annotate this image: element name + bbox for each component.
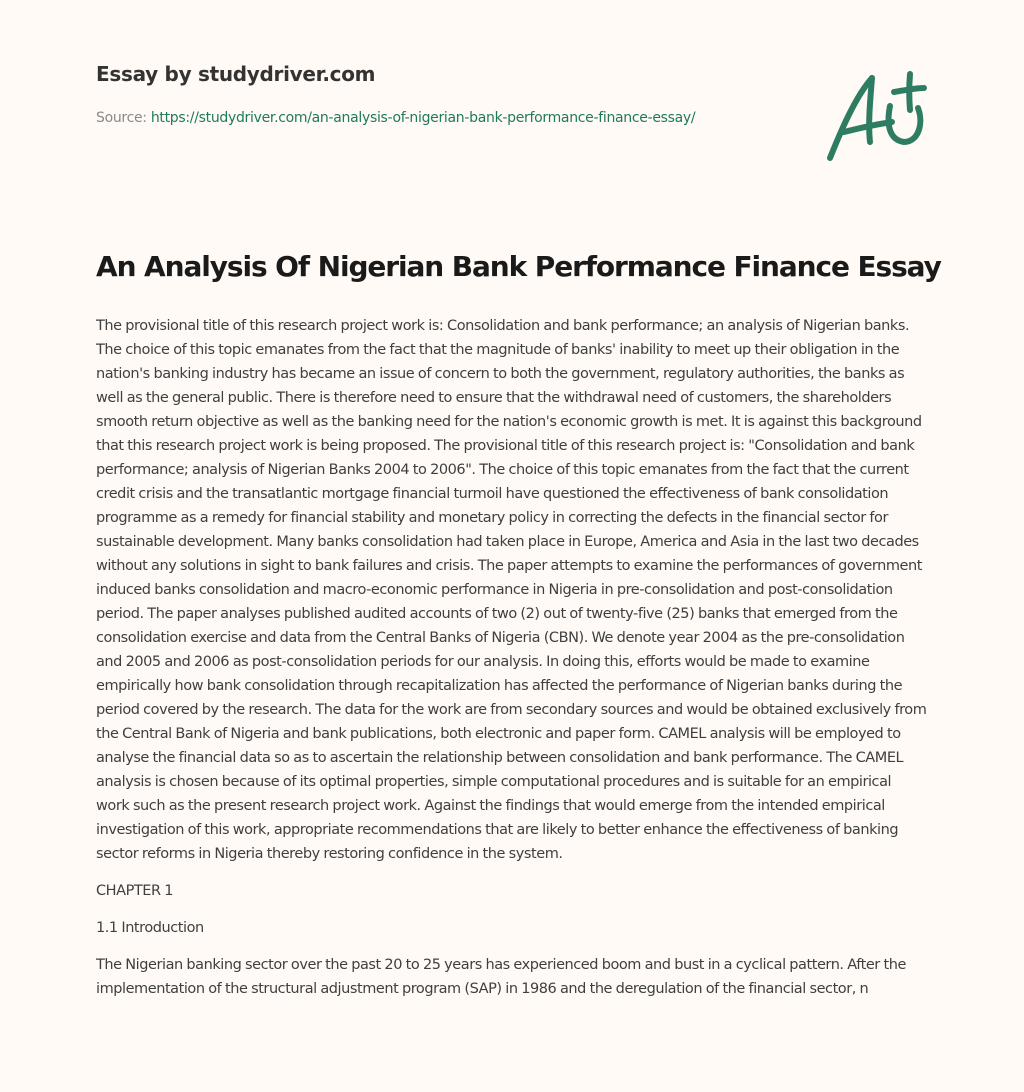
essay-body: [96, 314, 928, 1014]
source-label: Source:: [96, 110, 151, 126]
a-plus-grade-icon: [820, 66, 930, 166]
paragraph-abstract: The provisional title of this research project work is: Consolidation and bank performance; an analysis of Nigerian banks. The choice of this topic emanates from the fact that the magnitude of banks' inability to meet up their obligation in the nation's banking industry has became an issue of concern to both the government, regulatory authorities, the banks as well as the general public. There is therefore need to ensure that the withdrawal need of customers, the shareholders smooth return objective as well as the banking need for the nation's economic growth is met. It is against this background that this research project work is being proposed. The provisional title of this research project is: "Consolidation and bank performance; analysis of Nigerian Banks 2004 to 2006". The choice of this topic emanates from the fact that the current credit crisis and the transatlantic mortgage financial turmoil have questioned the effectiveness of bank consolidation programme as a remedy for financial stability and monetary policy in correcting the defects in the financial sector for sustainable development. Many banks consolidation had taken place in Europe, America and Asia in the last two decades without any solutions in sight to bank failures and crisis. The paper attempts to examine the performances of government induced banks consolidation and macro-economic performance in Nigeria in pre-consolidation and post-consolidation period. The paper analyses published audited accounts of two (2) out of twenty-five (25) banks that emerged from the consolidation exercise and data from the Central Banks of Nigeria (CBN). We denote year 2004 as the pre-consolidation and 2005 and 2006 as post-consolidation periods for our analysis. In doing this, efforts would be made to examine empirically how bank consolidation through recapitalization has affected the performance of Nigerian banks during the period covered by the research. The data for the work are from secondary sources and would be obtained exclusively from the Central Bank of Nigeria and bank publications, both electronic and paper form. CAMEL analysis will be employed to analyse the financial data so as to ascertain the relationship between consolidation and bank performance. The CAMEL analysis is chosen because of its optimal properties, simple computational procedures and is suitable for an empirical work such as the present research project work. Against the findings that would emerge from the intended empirical investigation of this work, appropriate recommendations that are likely to better enhance the effectiveness of banking sector reforms in Nigeria thereby restoring confidence in the system.: [96, 318, 927, 862]
section-heading: 1.1 Introduction: [96, 920, 204, 936]
source-line: [96, 106, 776, 130]
site-header: [96, 62, 776, 130]
page-title: An Analysis Of Nigerian Bank Performance Finance Essay: [96, 250, 941, 283]
chapter-heading: CHAPTER 1: [96, 883, 174, 899]
site-title: Essay by studydriver.com: [96, 62, 376, 86]
paragraph-introduction: The Nigerian banking sector over the past 20 to 25 years has experienced boom and bust in a cyclical pattern. After the implementation of the structural adjustment program (SAP) in 1986 and the deregulation of the financial sector, n: [96, 957, 906, 997]
source-link[interactable]: https://studydriver.com/an-analysis-of-nigerian-bank-performance-finance-essay/: [150, 110, 696, 126]
